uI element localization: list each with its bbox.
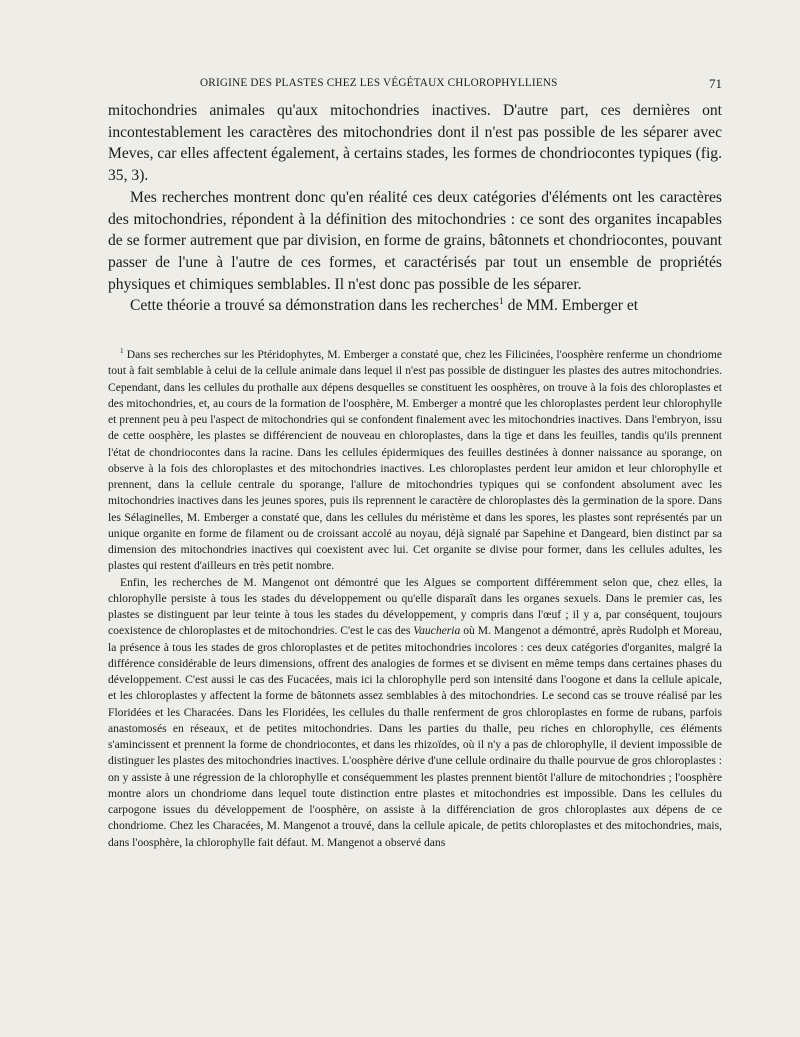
paragraph-3-text: Cette théorie a trouvé sa démonstration dans les recherches <box>130 297 499 315</box>
footnote-2-text: Enfin, les recherches de M. Mangenot ont démontré que les Algues se comportent différemment selon que, chez elles, la chlorophylle persiste à tous les stades du développement ou qu'elle disparaît dans les organes sexuels. Dans le premier cas, les plastes se distinguent par leur teinte à tous les stades du développement, y compris dans l'œuf ; il y a, par conséquent, toujours coexistence de chloroplastes et de mitochondries. C'est le cas des <box>108 575 722 638</box>
paragraph-3 <box>108 295 722 317</box>
page-number: 71 <box>709 76 722 91</box>
footnote-2-continuation: où M. Mangenot a démontré, après Rudolph et Moreau, la présence à tous les stades de gros chloroplastes et de petites mitochondries incolores : ces deux catégories d'organites, malgré la différence considérable de leurs dimensions, offrent des analogies de formes et se divisent en même temps dans certaines phases du développement. C'est aussi le cas des Fucacées, mais ici la chlorophylle perd son intensité dans l'oogone et dans la cellule apicale, et les chloroplastes y affectent la forme de bâtonnets assez semblables à des mitochondries. Le second cas se trouve réalisé par les Floridées et les Characées. Dans les Floridées, les cellules du thalle renferment de gros chloroplastes en forme de rubans, parfois anastomosés en réseaux, et de petites mitochondries. Dans les parties du thalle, peu riches en chlorophylle, ces éléments s'amincissent et prennent la forme de chondriocontes, et dans les rhizoïdes, où il n'y a pas de chlorophylle, il devient impossible de distinguer les plastes des mitochondries inactives. L'oosphère dérive d'une cellule ordinaire du thalle pourvue de gros chloroplastes : on y assiste à une régression de la chlorophylle et conséquemment les plastes prennent bientôt l'allure de mitochondries ; l'oosphère montre alors un chondriome dans lequel toute distinction entre plastes et mitochondries est impossible. Dans les cellules du carpogone issues du développement de l'oosphère, on assiste à la différenciation de gros chloroplastes aux dépens de ce chondriome. Chez les Characées, M. Mangenot a trouvé, dans la cellule apicale, de petits chloroplastes et des mitochondries, mais, dans l'oosphère, la chlorophylle fait défaut. M. Mangenot a observé dans <box>108 624 722 849</box>
page-header <box>108 77 722 93</box>
footnote-reference: 1 <box>498 296 504 308</box>
paragraph-3-continuation: de MM. Emberger et <box>503 297 639 315</box>
footnote-block <box>108 347 722 851</box>
footnote-2-genus: Vaucheria <box>413 624 461 638</box>
footnote-paragraph-1 <box>108 347 722 575</box>
footnote-paragraph-2 <box>108 575 722 851</box>
paragraph-1: mitochondries animales qu'aux mitochondries inactives. D'autre part, ces dernières ont incontestablement les caractères des mitochondries dont il n'est pas possible de les séparer avec Meves, car elles affectent également, à certains stades, les formes de chondriocontes typiques (fig. 35, 3). <box>108 102 722 185</box>
main-text <box>108 100 722 317</box>
footnote-1-text: Dans ses recherches sur les Ptéridophytes, M. Emberger a constaté que, chez les Filicinées, l'oosphère renferme un chondriome tout à fait semblable à celui de la cellule animale dans lequel il n'est pas possible de distinguer les plastes des autres mitochondries. Cependant, dans les cellules du prothalle aux dépens desquelles se constituent les oosphères, on trouve à la fois des chloroplastes et des mitochondries, et, au cours de la formation de l'oosphère, M. Emberger a montré que les chloroplastes perdent leur chlorophylle et prennent peu à peu l'aspect de mitochondries qui se confondent finalement avec les mitochondries inactives. Dans l'embryon, issu de cette oosphère, les plastes se différencient de nouveau en chloroplastes, dans la tige et dans les feuilles, tandis qu'ils prennent l'état de chondriocontes dans la racine. Dans les cellules épidermiques des feuilles destinées à donner naissance au sporange, on observe à la fois des chloroplastes et des mitochondries inactives. Les chloroplastes perdent leur amidon et leur chlorophylle et prennent, dans la cellule centrale du sporange, l'allure de mitochondries typiques qui se confondent absolument avec les mitochondries inactives dans les jeunes spores, puis ils reprennent le caractère de chloroplastes dès la germination de la spore. Dans les Sélaginelles, M. Emberger a constaté que, dans les cellules du méristème et dans les spores, les plastes sont représentés par un unique organite en forme de filament ou de croissant accolé au noyau, déjà signalé par Sapehine et Dangeard, bien distinct par sa dimension des mitochondries inactives qui coexistent avec lui. Cet organite se divise pour former, dans les cellules adultes, les plastes qui restent d'ailleurs en très petit nombre. <box>108 348 722 573</box>
footnote-mark: 1 <box>120 347 124 356</box>
paragraph-2: Mes recherches montrent donc qu'en réalité ces deux catégories d'éléments ont les caractères des mitochondries, répondent à la définition des mitochondries : ce sont des organites incapables de se former autrement que par division, en forme de grains, bâtonnets et chondriocontes, pouvant passer de l'une à l'autre de ces formes, et caractérisés par tout un ensemble de propriétés physiques et chimiques semblables. Il n'est donc pas possible de les séparer. <box>108 188 722 293</box>
running-title: ORIGINE DES PLASTES CHEZ LES VÉGÉTAUX CHLOROPHYLLIENS <box>200 77 558 89</box>
